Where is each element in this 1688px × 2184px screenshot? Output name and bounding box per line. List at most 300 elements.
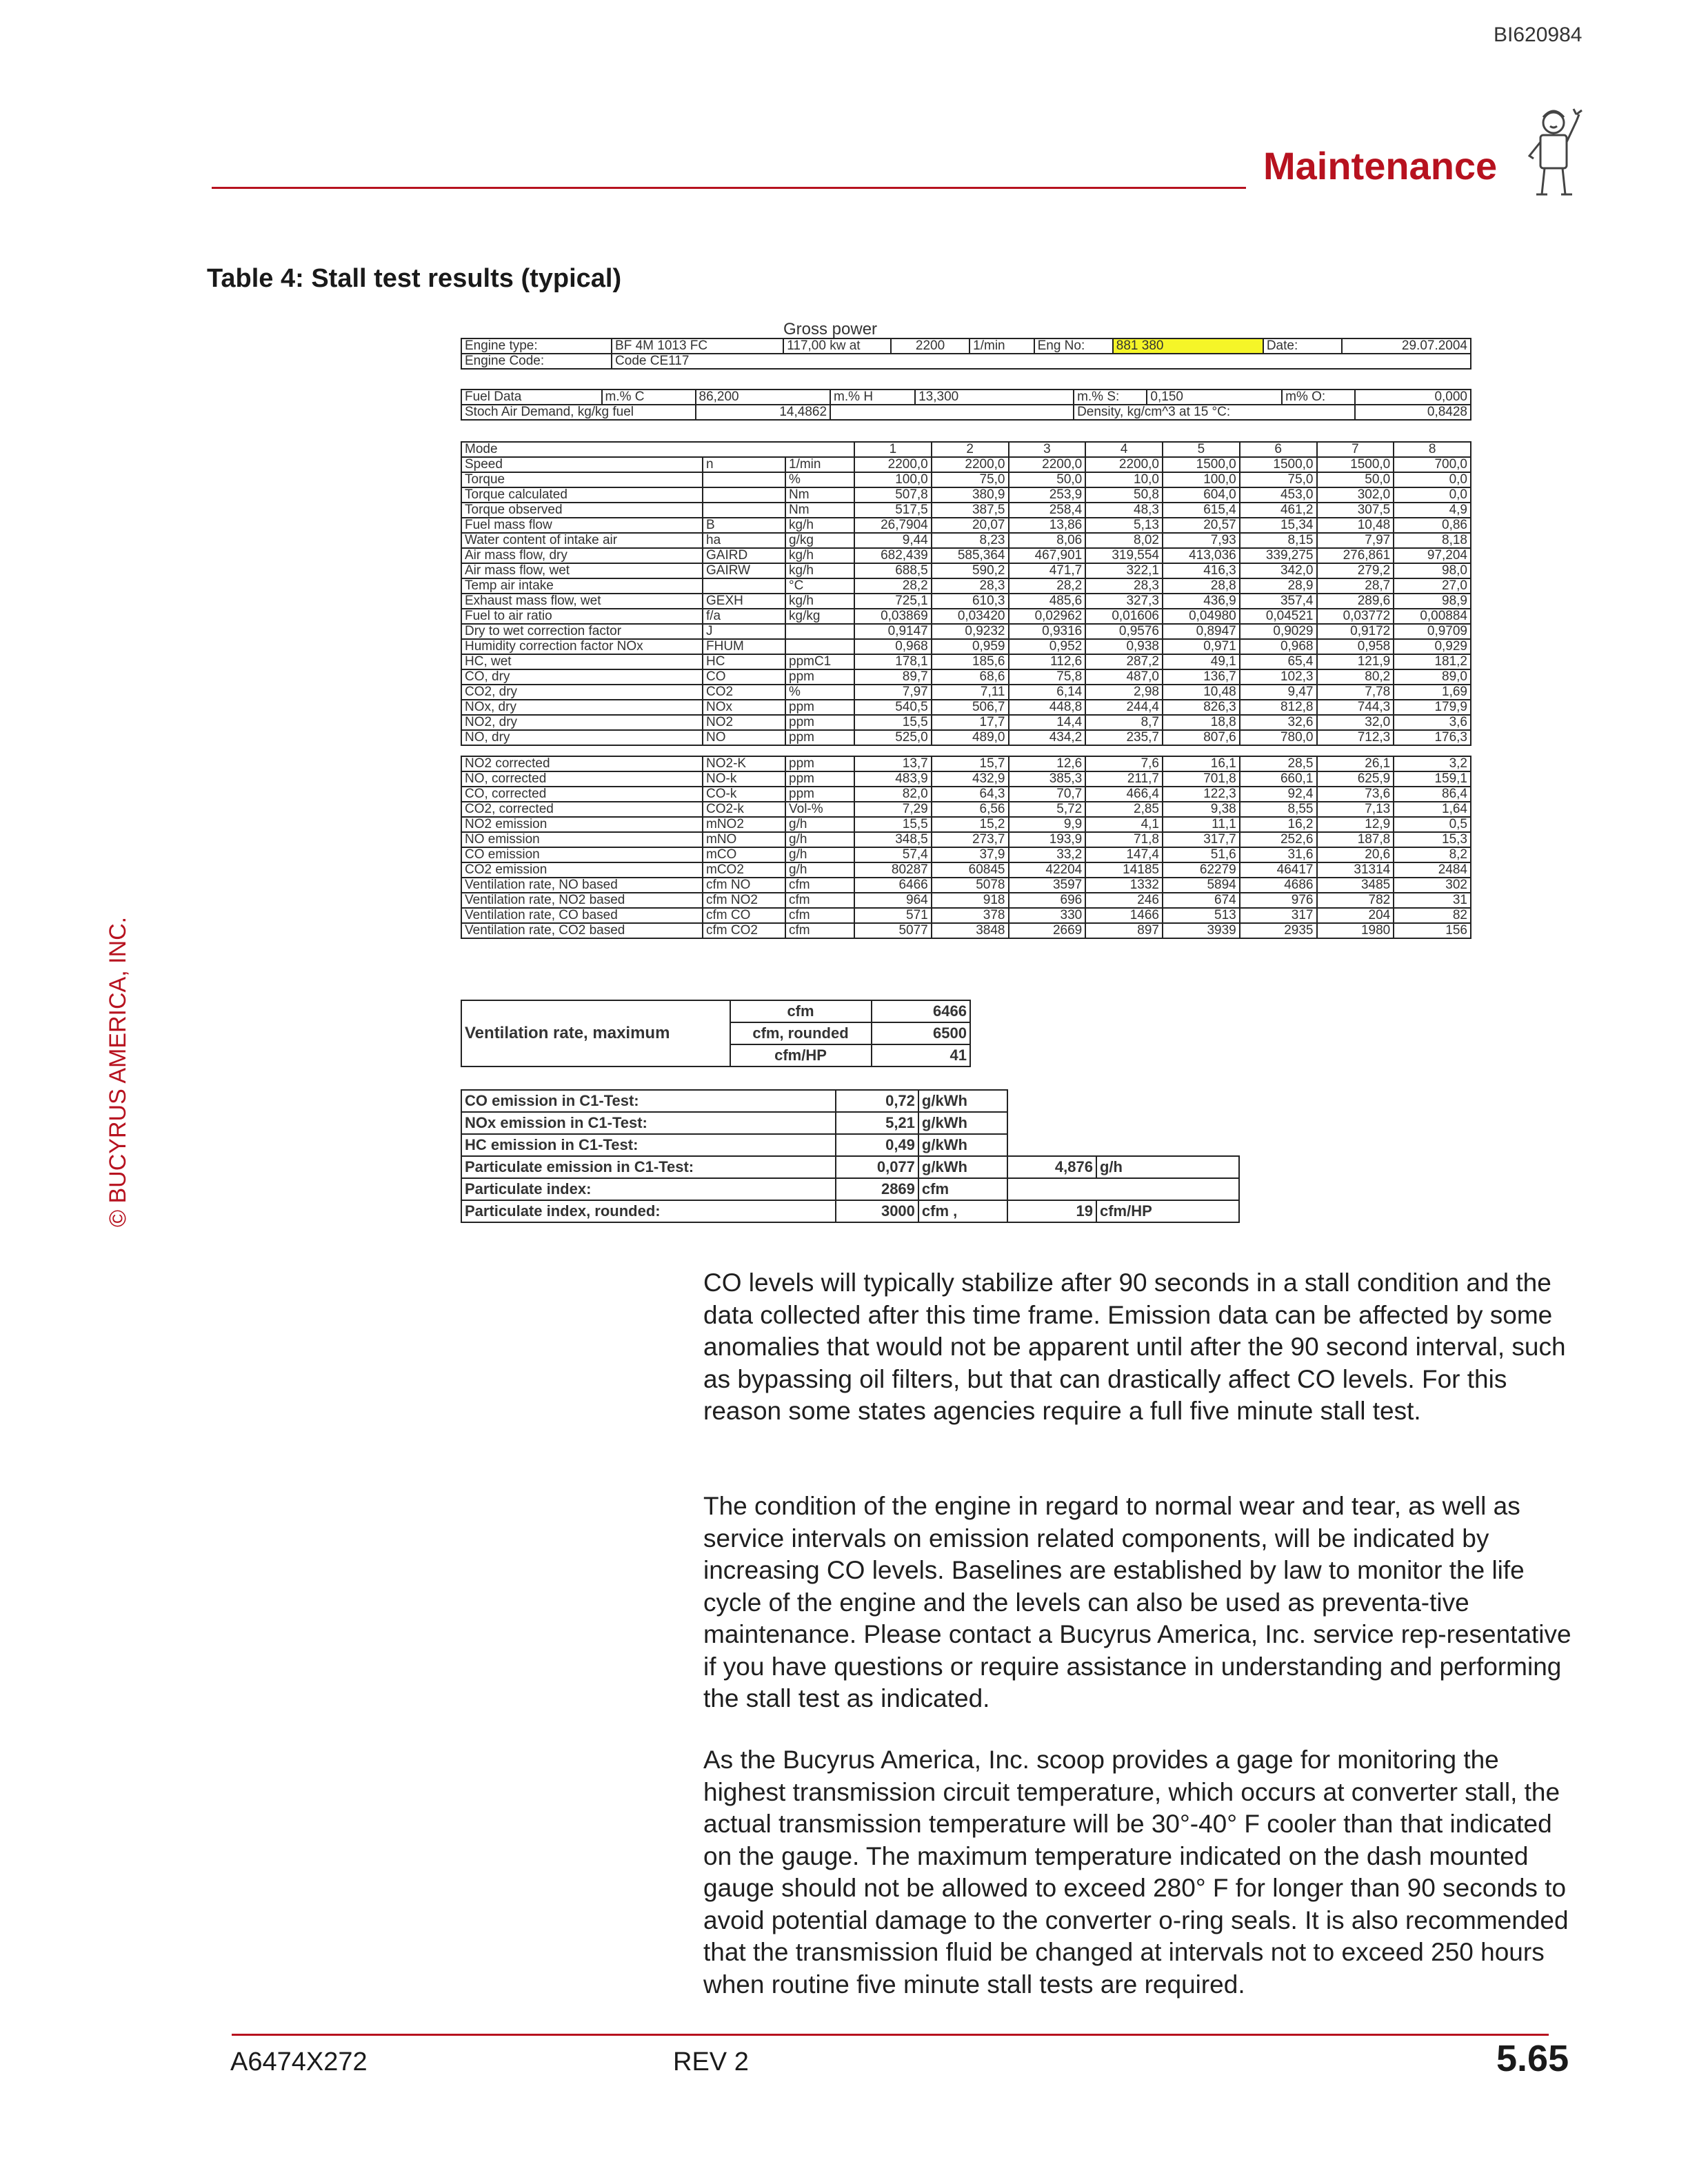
table-cell: 0,968 xyxy=(1240,639,1317,654)
table-cell: 279,2 xyxy=(1317,563,1394,578)
row-name: Ventilation rate, CO2 based xyxy=(461,923,703,938)
table-cell: 8,18 xyxy=(1394,533,1471,548)
table-row xyxy=(461,669,1471,685)
row-sym: B xyxy=(703,518,785,533)
table-row xyxy=(461,654,1471,669)
table-cell: 273,7 xyxy=(932,832,1009,847)
row-sym: NO-k xyxy=(703,771,785,787)
table-cell: 0,971 xyxy=(1163,639,1240,654)
table-cell: 517,5 xyxy=(854,503,932,518)
engine-type-label: Engine type: xyxy=(461,338,612,354)
table-cell: 3597 xyxy=(1009,878,1086,893)
table-cell: 12,9 xyxy=(1317,817,1394,832)
ventilation-summary-table xyxy=(461,1000,971,1067)
row-unit: % xyxy=(785,685,854,700)
table-cell: 98,9 xyxy=(1394,594,1471,609)
row-name: Torque calculated xyxy=(461,487,703,503)
table-cell: 0,01606 xyxy=(1085,609,1163,624)
table-cell: 712,3 xyxy=(1317,730,1394,745)
table-cell: 159,1 xyxy=(1394,771,1471,787)
row-unit: cfm xyxy=(785,908,854,923)
table-row xyxy=(461,832,1471,847)
table-cell: 807,6 xyxy=(1163,730,1240,745)
table-cell: 0,86 xyxy=(1394,518,1471,533)
table-cell: 75,8 xyxy=(1009,669,1086,685)
table-cell: 204 xyxy=(1317,908,1394,923)
table-cell: 1466 xyxy=(1085,908,1163,923)
table-cell: 98,0 xyxy=(1394,563,1471,578)
table-cell: 2484 xyxy=(1394,862,1471,878)
table-cell: 32,6 xyxy=(1240,715,1317,730)
table-cell: 82 xyxy=(1394,908,1471,923)
table-cell: 3939 xyxy=(1163,923,1240,938)
row-name: Dry to wet correction factor xyxy=(461,624,703,639)
table-cell: 339,275 xyxy=(1240,548,1317,563)
engine-code-label: Engine Code: xyxy=(461,354,612,369)
row-sym: mNO xyxy=(703,832,785,847)
table-cell: 461,2 xyxy=(1240,503,1317,518)
particulate-index-rounded-label: Particulate index, rounded: xyxy=(461,1200,836,1222)
table-cell: 1500,0 xyxy=(1317,457,1394,472)
table-cell: 32,0 xyxy=(1317,715,1394,730)
table-cell: 1500,0 xyxy=(1240,457,1317,472)
table-cell: 5078 xyxy=(932,878,1009,893)
table-cell: 176,3 xyxy=(1394,730,1471,745)
table-cell: 100,0 xyxy=(1163,472,1240,487)
particulate-index-label: Particulate index: xyxy=(461,1178,836,1200)
table-cell: 385,3 xyxy=(1009,771,1086,787)
table-cell: 4686 xyxy=(1240,878,1317,893)
table-cell: 50,0 xyxy=(1009,472,1086,487)
table-cell: 615,4 xyxy=(1163,503,1240,518)
table-cell: 8,23 xyxy=(932,533,1009,548)
table-cell: 276,861 xyxy=(1317,548,1394,563)
mode-header-cell: 4 xyxy=(1085,442,1163,457)
table-cell: 28,7 xyxy=(1317,578,1394,594)
table-cell: 82,0 xyxy=(854,787,932,802)
table-cell: 5,72 xyxy=(1009,802,1086,817)
table-cell: 436,9 xyxy=(1163,594,1240,609)
table-cell: 0,9029 xyxy=(1240,624,1317,639)
table-cell: 37,9 xyxy=(932,847,1009,862)
table-cell: 8,02 xyxy=(1085,533,1163,548)
table-row xyxy=(461,518,1471,533)
table-cell: 86,4 xyxy=(1394,787,1471,802)
table-cell: 513 xyxy=(1163,908,1240,923)
row-sym: ha xyxy=(703,533,785,548)
table-cell: 10,0 xyxy=(1085,472,1163,487)
footer-rule xyxy=(232,2034,1549,2036)
table-cell: 976 xyxy=(1240,893,1317,908)
table-cell: 16,2 xyxy=(1240,817,1317,832)
table-cell: 448,8 xyxy=(1009,700,1086,715)
table-cell: 60845 xyxy=(932,862,1009,878)
row-sym: GEXH xyxy=(703,594,785,609)
table-cell: 8,15 xyxy=(1240,533,1317,548)
table-cell: 246 xyxy=(1085,893,1163,908)
table-cell: 26,7904 xyxy=(854,518,932,533)
table-cell: 185,6 xyxy=(932,654,1009,669)
table-cell: 4,9 xyxy=(1394,503,1471,518)
stoich-value: 14,4862 xyxy=(696,405,831,420)
row-name: Air mass flow, dry xyxy=(461,548,703,563)
mode-header-cell: 7 xyxy=(1317,442,1394,457)
table-cell: 179,9 xyxy=(1394,700,1471,715)
table-cell: 0,929 xyxy=(1394,639,1471,654)
row-sym: CO2 xyxy=(703,685,785,700)
row-name: Speed xyxy=(461,457,703,472)
row-unit: ppm xyxy=(785,669,854,685)
table-row xyxy=(461,578,1471,594)
table-cell: 319,554 xyxy=(1085,548,1163,563)
row-name: Exhaust mass flow, wet xyxy=(461,594,703,609)
table-cell: 15,3 xyxy=(1394,832,1471,847)
table-cell: 0,03420 xyxy=(932,609,1009,624)
table-cell: 0,9576 xyxy=(1085,624,1163,639)
table-cell: 121,9 xyxy=(1317,654,1394,669)
table-row xyxy=(461,685,1471,700)
fuel-data-table xyxy=(461,389,1471,421)
particulate-index-rounded-value: 3000 xyxy=(836,1200,918,1222)
table-cell: 380,9 xyxy=(932,487,1009,503)
table-row xyxy=(461,563,1471,578)
table-cell: 8,7 xyxy=(1085,715,1163,730)
page-number: 5.65 xyxy=(1496,2038,1569,2079)
table-cell: 3,2 xyxy=(1394,756,1471,771)
table-row xyxy=(461,730,1471,745)
table-cell: 0,9232 xyxy=(932,624,1009,639)
table-cell: 744,3 xyxy=(1317,700,1394,715)
table-cell: 89,7 xyxy=(854,669,932,685)
row-name: NO2 corrected xyxy=(461,756,703,771)
table-cell: 20,57 xyxy=(1163,518,1240,533)
table-row xyxy=(461,700,1471,715)
table-row xyxy=(461,548,1471,563)
table-cell: 20,6 xyxy=(1317,847,1394,862)
paragraph-engine-condition: The condition of the engine in regard to normal wear and tear, as well as service intervals on emission related components, will be indicated by increasing CO levels. Baselines are established by law to monitor the life cycle of the engine and the levels can also be used as preventa-tive maintenance. Please contact a Bucyrus America, Inc. service rep-resentative if you have questions or require assistance in understanding and performing the stall test as indicated. xyxy=(703,1492,1571,1712)
table-cell: 674 xyxy=(1163,893,1240,908)
table-cell: 12,6 xyxy=(1009,756,1086,771)
particulate-gh-value: 4,876 xyxy=(1007,1156,1096,1178)
table-title: Table 4: Stall test results (typical) xyxy=(207,264,622,293)
table-cell: 700,0 xyxy=(1394,457,1471,472)
table-cell: 42204 xyxy=(1009,862,1086,878)
row-unit: Nm xyxy=(785,503,854,518)
table-cell: 28,3 xyxy=(932,578,1009,594)
table-row xyxy=(461,862,1471,878)
table-row xyxy=(461,802,1471,817)
table-cell: 6466 xyxy=(854,878,932,893)
row-unit: ppm xyxy=(785,715,854,730)
table-cell: 100,0 xyxy=(854,472,932,487)
table-row xyxy=(461,908,1471,923)
table-cell: 70,7 xyxy=(1009,787,1086,802)
table-cell: 16,1 xyxy=(1163,756,1240,771)
table-cell: 2200,0 xyxy=(1085,457,1163,472)
table-cell: 28,9 xyxy=(1240,578,1317,594)
row-sym: cfm NO xyxy=(703,878,785,893)
nox-c1-unit: g/kWh xyxy=(918,1112,1008,1134)
row-name: Ventilation rate, NO2 based xyxy=(461,893,703,908)
table-cell: 701,8 xyxy=(1163,771,1240,787)
particulate-gh-unit: g/h xyxy=(1096,1156,1239,1178)
table-cell: 7,29 xyxy=(854,802,932,817)
particulate-index-unit: cfm xyxy=(918,1178,1008,1200)
row-unit: kg/kg xyxy=(785,609,854,624)
table-cell: 3848 xyxy=(932,923,1009,938)
table-cell: 9,44 xyxy=(854,533,932,548)
table-cell: 660,1 xyxy=(1240,771,1317,787)
table-cell: 302 xyxy=(1394,878,1471,893)
c1-test-table xyxy=(461,1089,1240,1223)
mode-header-cell: 6 xyxy=(1240,442,1317,457)
table-cell: 156 xyxy=(1394,923,1471,938)
table-cell: 2200,0 xyxy=(1009,457,1086,472)
row-sym: NO2 xyxy=(703,715,785,730)
table-cell: 0,9709 xyxy=(1394,624,1471,639)
row-unit: ppm xyxy=(785,756,854,771)
mh-label: m.% H xyxy=(830,390,915,405)
table-cell: 964 xyxy=(854,893,932,908)
row-unit: g/h xyxy=(785,817,854,832)
table-cell: 7,97 xyxy=(1317,533,1394,548)
table-cell: 11,1 xyxy=(1163,817,1240,832)
row-unit: cfm xyxy=(785,923,854,938)
table-cell: 585,364 xyxy=(932,548,1009,563)
rated-speed-unit: 1/min xyxy=(969,338,1034,354)
row-unit: Nm xyxy=(785,487,854,503)
hc-c1-label: HC emission in C1-Test: xyxy=(461,1134,836,1156)
table-cell: 15,5 xyxy=(854,715,932,730)
table-cell: 2935 xyxy=(1240,923,1317,938)
table-cell: 181,2 xyxy=(1394,654,1471,669)
date: 29.07.2004 xyxy=(1342,338,1471,354)
table-cell: 20,07 xyxy=(932,518,1009,533)
table-row xyxy=(461,893,1471,908)
table-cell: 3,6 xyxy=(1394,715,1471,730)
ventilation-max-label: Ventilation rate, maximum xyxy=(461,1000,730,1066)
table-cell: 507,8 xyxy=(854,487,932,503)
table-row xyxy=(461,624,1471,639)
table-cell: 725,1 xyxy=(854,594,932,609)
table-cell: 8,55 xyxy=(1240,802,1317,817)
row-unit: kg/h xyxy=(785,548,854,563)
table-cell: 0,02962 xyxy=(1009,609,1086,624)
table-cell: 1,64 xyxy=(1394,802,1471,817)
row-sym: CO-k xyxy=(703,787,785,802)
table-cell: 0,952 xyxy=(1009,639,1086,654)
table-cell: 147,4 xyxy=(1085,847,1163,862)
row-unit: °C xyxy=(785,578,854,594)
table-cell: 610,3 xyxy=(932,594,1009,609)
row-sym xyxy=(703,503,785,518)
co-c1-label: CO emission in C1-Test: xyxy=(461,1090,836,1112)
row-name: CO, dry xyxy=(461,669,703,685)
row-unit: ppm xyxy=(785,787,854,802)
table-cell: 287,2 xyxy=(1085,654,1163,669)
table-cell: 812,8 xyxy=(1240,700,1317,715)
mode-header-cell: 8 xyxy=(1394,442,1471,457)
table-cell: 80287 xyxy=(854,862,932,878)
table-row xyxy=(461,472,1471,487)
table-cell: 5894 xyxy=(1163,878,1240,893)
table-cell: 46417 xyxy=(1240,862,1317,878)
table-cell: 65,4 xyxy=(1240,654,1317,669)
table-cell: 48,3 xyxy=(1085,503,1163,518)
table-cell: 485,6 xyxy=(1009,594,1086,609)
row-sym: cfm CO xyxy=(703,908,785,923)
row-name: Ventilation rate, CO based xyxy=(461,908,703,923)
table-cell: 317,7 xyxy=(1163,832,1240,847)
engine-code: Code CE117 xyxy=(612,354,1471,369)
row-name: CO2 emission xyxy=(461,862,703,878)
table-cell: 28,3 xyxy=(1085,578,1163,594)
table-cell: 28,2 xyxy=(1009,578,1086,594)
table-cell: 487,0 xyxy=(1085,669,1163,685)
table-cell: 6,56 xyxy=(932,802,1009,817)
table-cell: 506,7 xyxy=(932,700,1009,715)
table-cell: 289,6 xyxy=(1317,594,1394,609)
table-cell: 590,2 xyxy=(932,563,1009,578)
table-cell: 453,0 xyxy=(1240,487,1317,503)
engine-type: BF 4M 1013 FC xyxy=(612,338,783,354)
row-unit xyxy=(785,624,854,639)
table-row xyxy=(461,594,1471,609)
paragraph-co-stabilize: CO levels will typically stabilize after 90 seconds in a stall condition and the data collected after this time frame. Emission data can be affected by some anomalies that would not be apparent until after the 90 second interval, such as bypassing oil filters, but that can drastically affect CO levels. For this reason some states agencies require a full five minute stall test. xyxy=(703,1268,1566,1425)
table-cell: 387,5 xyxy=(932,503,1009,518)
paragraph-transmission-temp: As the Bucyrus America, Inc. scoop provides a gage for monitoring the highest transmission circuit temperature, which occurs at converter stall, the actual transmission temperature will be 30°-40° F cooler than that indicated on the gauge. The maximum temperature indicated on the dash mounted gauge should not be allowed to exceed 280° F for longer than 90 seconds to avoid potential damage to the converter o-ring seals. It is also recommended that the transmission fluid be changed at intervals not to exceed 250 hours when routine five minute stall tests are required. xyxy=(703,1746,1569,1999)
table-cell: 253,9 xyxy=(1009,487,1086,503)
nox-c1-value: 5,21 xyxy=(836,1112,918,1134)
table-cell: 782 xyxy=(1317,893,1394,908)
header-rule xyxy=(212,187,1246,189)
table-cell: 50,8 xyxy=(1085,487,1163,503)
row-sym: NOx xyxy=(703,700,785,715)
table-row xyxy=(461,756,1471,771)
table-cell: 0,03772 xyxy=(1317,609,1394,624)
table-cell: 258,4 xyxy=(1009,503,1086,518)
row-unit: g/h xyxy=(785,862,854,878)
table-cell: 17,7 xyxy=(932,715,1009,730)
row-name: Ventilation rate, NO based xyxy=(461,878,703,893)
row-unit: g/kg xyxy=(785,533,854,548)
table-cell: 7,97 xyxy=(854,685,932,700)
row-sym xyxy=(703,487,785,503)
section-title: Maintenance xyxy=(1263,144,1498,188)
table-cell: 9,38 xyxy=(1163,802,1240,817)
mc-value: 86,200 xyxy=(696,390,831,405)
row-name: NOx, dry xyxy=(461,700,703,715)
row-name: CO, corrected xyxy=(461,787,703,802)
table-cell: 0,9172 xyxy=(1317,624,1394,639)
row-unit: ppm xyxy=(785,700,854,715)
table-cell: 15,7 xyxy=(932,756,1009,771)
particulate-index-rounded-unit: cfm , xyxy=(918,1200,1008,1222)
mode-header-cell: 2 xyxy=(932,442,1009,457)
table-cell: 31,6 xyxy=(1240,847,1317,862)
table-cell: 0,938 xyxy=(1085,639,1163,654)
table-cell: 540,5 xyxy=(854,700,932,715)
vent-value-rounded: 6500 xyxy=(872,1022,971,1044)
table-cell: 525,0 xyxy=(854,730,932,745)
date-label: Date: xyxy=(1263,338,1342,354)
table-cell: 252,6 xyxy=(1240,832,1317,847)
table-cell: 0,9147 xyxy=(854,624,932,639)
mode-header-cell: 3 xyxy=(1009,442,1086,457)
table-cell: 378 xyxy=(932,908,1009,923)
row-sym: mNO2 xyxy=(703,817,785,832)
table-cell: 7,13 xyxy=(1317,802,1394,817)
table-cell: 434,2 xyxy=(1009,730,1086,745)
table-cell: 604,0 xyxy=(1163,487,1240,503)
table-cell: 0,9316 xyxy=(1009,624,1086,639)
row-name: NO, corrected xyxy=(461,771,703,787)
row-name: Fuel mass flow xyxy=(461,518,703,533)
row-unit: cfm xyxy=(785,893,854,908)
table-cell: 0,0 xyxy=(1394,472,1471,487)
table-row xyxy=(461,878,1471,893)
table-cell: 0,04521 xyxy=(1240,609,1317,624)
table-cell: 2,98 xyxy=(1085,685,1163,700)
density-label: Density, kg/cm^3 at 15 °C: xyxy=(1074,405,1355,420)
stoich-label: Stoch Air Demand, kg/kg fuel xyxy=(461,405,696,420)
table-cell: 696 xyxy=(1009,893,1086,908)
table-cell: 0,00884 xyxy=(1394,609,1471,624)
vent-value-cfm: 6466 xyxy=(872,1000,971,1022)
row-sym: J xyxy=(703,624,785,639)
ms-value: 0,150 xyxy=(1147,390,1282,405)
vent-unit-per-hp: cfm/HP xyxy=(730,1044,872,1066)
table-cell: 483,9 xyxy=(854,771,932,787)
engine-header-table xyxy=(461,338,1471,370)
table-cell: 26,1 xyxy=(1317,756,1394,771)
table-row xyxy=(461,609,1471,624)
row-name: Water content of intake air xyxy=(461,533,703,548)
row-name: Fuel to air ratio xyxy=(461,609,703,624)
document-id: BI620984 xyxy=(1494,23,1582,46)
table-cell: 10,48 xyxy=(1317,518,1394,533)
table-cell: 348,5 xyxy=(854,832,932,847)
table-cell: 50,0 xyxy=(1317,472,1394,487)
density-value: 0,8428 xyxy=(1355,405,1471,420)
stall-test-table xyxy=(461,317,1474,1227)
table-cell: 31314 xyxy=(1317,862,1394,878)
row-unit: cfm xyxy=(785,878,854,893)
row-name: Temp air intake xyxy=(461,578,703,594)
table-cell: 64,3 xyxy=(932,787,1009,802)
table-cell: 4,1 xyxy=(1085,817,1163,832)
table-cell: 27,0 xyxy=(1394,578,1471,594)
row-name: Torque observed xyxy=(461,503,703,518)
table-cell: 342,0 xyxy=(1240,563,1317,578)
table-cell: 75,0 xyxy=(932,472,1009,487)
table-cell: 432,9 xyxy=(932,771,1009,787)
row-sym xyxy=(703,472,785,487)
vent-unit-rounded: cfm, rounded xyxy=(730,1022,872,1044)
vent-unit-cfm: cfm xyxy=(730,1000,872,1022)
mo-value: 0,000 xyxy=(1355,390,1471,405)
table-cell: 416,3 xyxy=(1163,563,1240,578)
mode-label: Mode xyxy=(461,442,854,457)
table-cell: 80,2 xyxy=(1317,669,1394,685)
table-cell: 7,78 xyxy=(1317,685,1394,700)
particulate-index-hp-value: 19 xyxy=(1007,1200,1096,1222)
table-cell: 97,204 xyxy=(1394,548,1471,563)
table-cell: 14185 xyxy=(1085,862,1163,878)
row-unit: % xyxy=(785,472,854,487)
table-cell: 178,1 xyxy=(854,654,932,669)
row-unit: 1/min xyxy=(785,457,854,472)
